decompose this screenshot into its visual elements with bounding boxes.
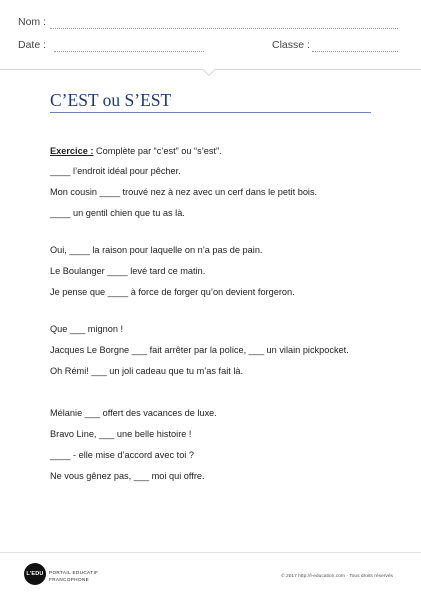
exercise-instruction-text: Complète par “c’est” ou “s’est”. [93,146,222,156]
exercise-line: Le Boulanger ____ levé tard ce matin. [50,266,206,276]
exercise-line: ____ - elle mise d’accord avec toi ? [50,450,195,460]
exercise-line: Bravo Line, ___ une belle histoire ! [50,429,192,439]
footer-divider [0,552,421,553]
classe-label: Classe : [272,39,310,51]
logo-tagline-2: FRANCOPHONE [49,577,90,582]
exercise-instruction [50,146,222,156]
date-label: Date : [18,39,47,51]
worksheet-header [0,0,421,70]
nom-label: Nom : [18,16,47,28]
exercise-line: Oui, ____ la raison pour laquelle on n’a pas de pain. [50,245,263,255]
exercise-line: Jacques Le Borgne ___ fait arrêter par la police, ___ un vilain pickpocket. [50,345,349,355]
exercise-line: ____ l’endroit idéal pour pêcher. [50,166,181,176]
exercise-line: Que ___ mignon ! [50,324,124,334]
nom-field[interactable] [50,28,398,29]
ledu-logo [24,563,46,585]
copyright-notice: © 2017 http://l-education.com - Tous droits réservés [281,574,393,579]
exercise-label: Exercice : [50,146,94,156]
exercise-line: Ne vous gênez pas, ___ moi qui offre. [50,471,205,481]
title-underline [50,112,371,113]
classe-field[interactable] [312,51,398,52]
page-title: C’EST ou S’EST [50,90,172,110]
exercise-line: Je pense que ____ à force de forger qu’on devient forgeron. [50,287,295,297]
date-field[interactable] [54,51,204,52]
exercise-line: ____ un gentil chien que tu as là. [50,208,185,218]
exercise-line: Mon cousin ____ trouvé nez à nez avec un cerf dans le petit bois. [50,187,318,197]
logo-text: L’EDU [26,571,44,577]
exercise-line: Mélanie ___ offert des vacances de luxe. [50,408,217,418]
logo-tagline-1: PORTAIL EDUCATIF [49,570,99,575]
exercise-line: Oh Rémi! ___ un joli cadeau que tu m’as fait là. [50,366,244,376]
